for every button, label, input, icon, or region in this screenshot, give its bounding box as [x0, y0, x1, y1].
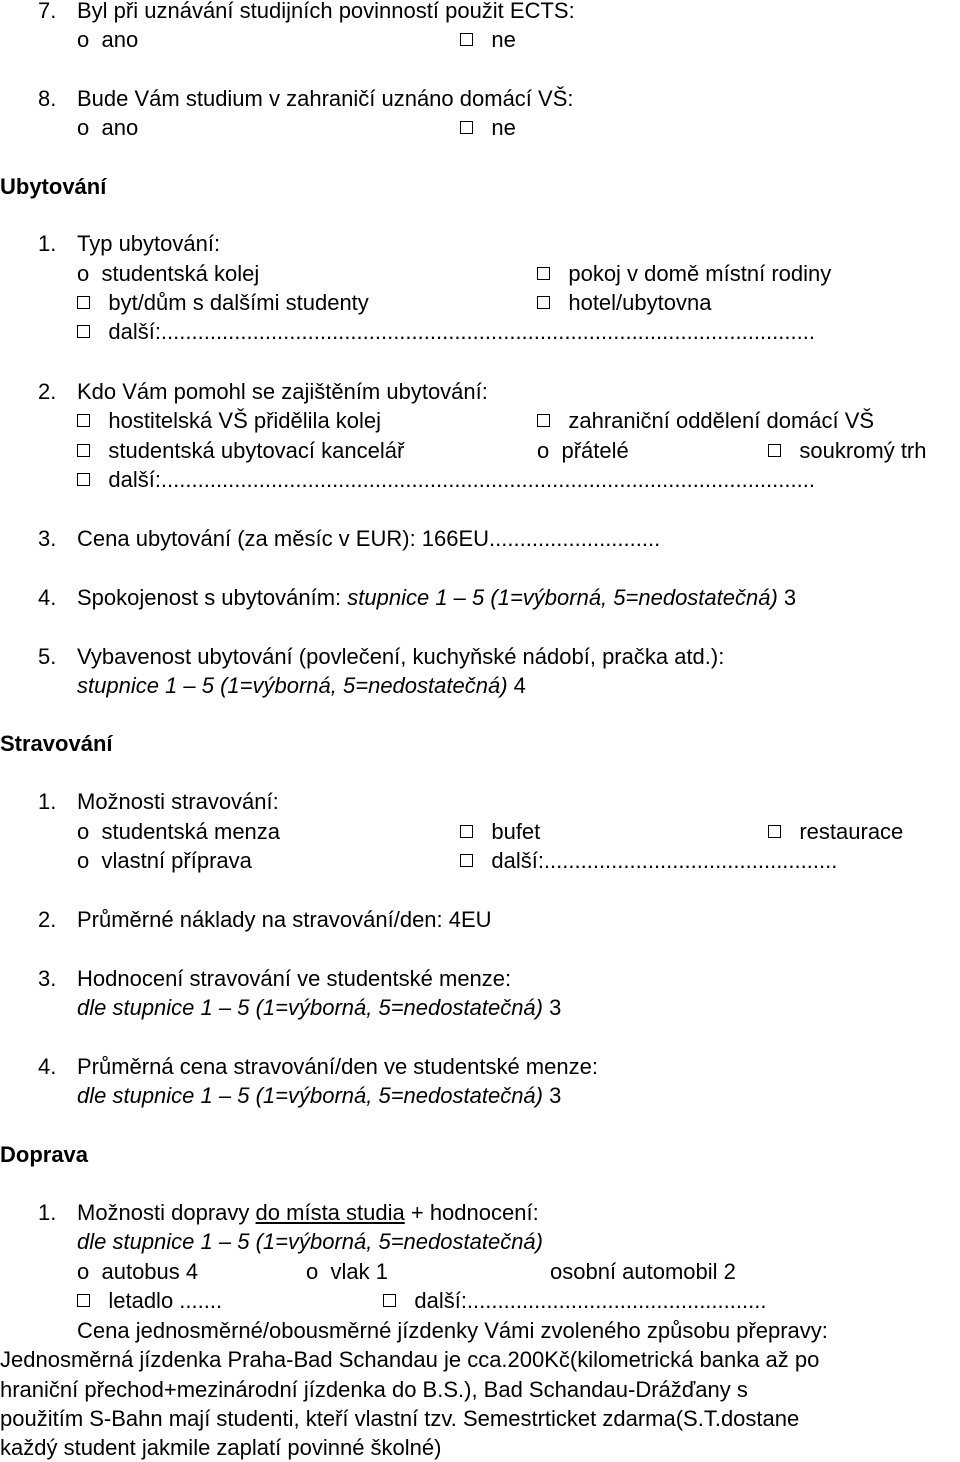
strav-q3-answer: 3: [549, 995, 562, 1020]
ubyt-q5-number: 5.: [38, 644, 57, 669]
q7-option-ne[interactable]: ne: [460, 27, 516, 53]
doprava-q1-option-vlak[interactable]: o vlak 1: [306, 1259, 388, 1284]
checkbox-icon: [460, 825, 473, 838]
strav-q3-text: Hodnocení stravování ve studentské menze:: [77, 966, 512, 991]
ubyt-q2-option-hostitelska[interactable]: hostitelská VŠ přidělila kolej: [77, 408, 381, 434]
strav-q1-option-bufet[interactable]: bufet: [460, 819, 540, 845]
strav-q4-number: 4.: [38, 1054, 57, 1079]
section-heading-doprava: Doprava: [0, 1142, 89, 1167]
doprava-q1-scale: dle stupnice 1 – 5 (1=výborná, 5=nedostatečná): [77, 1229, 543, 1254]
doprava-answer-line: Jednosměrná jízdenka Praha-Bad Schandau je cca.200Kč(kilometrická banka až po: [0, 1347, 820, 1372]
ubyt-q2-number: 2.: [38, 379, 57, 404]
ubyt-q2-option-dalsi[interactable]: další:...........................................................................................................: [77, 467, 957, 493]
section-heading-ubytovani: Ubytování: [0, 174, 107, 199]
strav-q2-text: Průměrné náklady na stravování/den: 4EU: [77, 907, 492, 932]
q8-option-ano[interactable]: o ano: [77, 115, 139, 140]
q7-option-ano[interactable]: o ano: [77, 27, 139, 52]
checkbox-icon: [537, 414, 550, 427]
strav-q3-number: 3.: [38, 966, 57, 991]
strav-q4-scale: dle stupnice 1 – 5 (1=výborná, 5=nedostatečná): [77, 1083, 543, 1108]
strav-q4-answer: 3: [549, 1083, 562, 1108]
ubyt-q1-number: 1.: [38, 231, 57, 256]
strav-q2-number: 2.: [38, 907, 57, 932]
checkbox-icon: [460, 121, 473, 134]
strav-q3-line: [77, 995, 561, 1021]
doprava-q1-cena-label: Cena jednosměrné/obousměrné jízdenky Vámi zvoleného způsobu přepravy:: [77, 1318, 828, 1343]
ubyt-q1-question: Typ ubytování:: [77, 231, 221, 256]
ubyt-q4-number: 4.: [38, 585, 57, 610]
radio-circle-icon: o: [77, 1259, 90, 1284]
ubyt-q2-option-soukromy[interactable]: soukromý trh: [768, 438, 927, 464]
checkbox-icon: [77, 473, 90, 486]
doprava-q1-option-autobus[interactable]: o autobus 4: [77, 1259, 199, 1284]
checkbox-icon: [77, 296, 90, 309]
checkbox-icon: [460, 854, 473, 867]
doprava-answer-line: použitím S-Bahn mají studenti, kteří vlastní tzv. Semestrticket zdarma(S.T.dostane: [0, 1406, 800, 1431]
strav-q1-option-dalsi[interactable]: další:................................................: [460, 848, 957, 874]
strav-q1-number: 1.: [38, 789, 57, 814]
radio-circle-icon: o: [77, 115, 90, 140]
doprava-q1-option-dalsi[interactable]: další:.................................................: [383, 1288, 957, 1314]
ubyt-q1-option-hotel[interactable]: hotel/ubytovna: [537, 290, 711, 316]
ubyt-q2-option-kancelar[interactable]: studentská ubytovací kancelář: [77, 438, 404, 464]
ubyt-q5-scale: stupnice 1 – 5 (1=výborná, 5=nedostatečná): [77, 673, 508, 698]
ubyt-q1-option-byt[interactable]: byt/dům s dalšími studenty: [77, 290, 369, 316]
checkbox-icon: [460, 33, 473, 46]
ubyt-q1-option-pokoj[interactable]: pokoj v domě místní rodiny: [537, 261, 831, 287]
checkbox-icon: [768, 444, 781, 457]
q8-option-ne[interactable]: ne: [460, 115, 516, 141]
q8-number: 8.: [38, 86, 57, 111]
ubyt-q5-text: Vybavenost ubytování (povlečení, kuchyňské nádobí, pračka atd.):: [77, 644, 725, 669]
ubyt-q4-answer: 3: [783, 585, 797, 610]
radio-circle-icon: o: [77, 819, 90, 844]
checkbox-icon: [537, 296, 550, 309]
q7-number: 7.: [38, 0, 57, 23]
radio-circle-icon: o: [306, 1259, 319, 1284]
strav-q3-scale: dle stupnice 1 – 5 (1=výborná, 5=nedostatečná): [77, 995, 543, 1020]
ubyt-q2-option-zahranicni[interactable]: zahraniční oddělení domácí VŠ: [537, 408, 874, 434]
doprava-q1-number: 1.: [38, 1200, 57, 1225]
checkbox-icon: [537, 267, 550, 280]
radio-circle-icon: o: [537, 438, 550, 463]
strav-q1-option-vlastni[interactable]: o vlastní příprava: [77, 848, 252, 873]
ubyt-q4-scale: stupnice 1 – 5 (1=výborná, 5=nedostatečná): [347, 585, 778, 610]
strav-q1-question: Možnosti stravování:: [77, 789, 279, 814]
doprava-q1-option-letadlo[interactable]: letadlo .......: [77, 1288, 222, 1314]
doprava-answer-line: každý student jakmile zaplatí povinné školné): [0, 1435, 442, 1460]
strav-q4-line: [77, 1083, 561, 1109]
strav-q1-option-restaurace[interactable]: restaurace: [768, 819, 903, 845]
checkbox-icon: [77, 414, 90, 427]
radio-circle-icon: o: [77, 848, 90, 873]
ubyt-q4-text: Spokojenost s ubytováním:: [77, 585, 342, 610]
ubyt-q3-number: 3.: [38, 526, 57, 551]
doprava-answer-line: hraniční přechod+mezinárodní jízdenka do B.S.), Bad Schandau-Drážďany s: [0, 1377, 748, 1402]
ubyt-q1-option-kolej[interactable]: o studentská kolej: [77, 261, 260, 286]
ubyt-q5-answer: 4: [513, 673, 526, 698]
ubyt-q2-option-pratele[interactable]: o přátelé: [537, 438, 629, 463]
q8-question: Bude Vám studium v zahraničí uznáno domácí VŠ:: [77, 86, 574, 111]
ubyt-q2-question: Kdo Vám pomohl se zajištěním ubytování:: [77, 379, 488, 404]
radio-circle-icon: o: [77, 261, 90, 286]
ubyt-q5-line: [77, 673, 526, 699]
q7-question: Byl při uznávání studijních povinností použit ECTS:: [77, 0, 575, 23]
strav-q1-option-menza[interactable]: o studentská menza: [77, 819, 281, 844]
section-heading-stravovani: Stravování: [0, 731, 113, 756]
checkbox-icon: [383, 1294, 396, 1307]
checkbox-icon: [77, 444, 90, 457]
ubyt-q3-text: Cena ubytování (za měsíc v EUR): 166EU............................: [77, 526, 661, 551]
radio-circle-icon: o: [77, 27, 90, 52]
ubyt-q4-line: [77, 585, 796, 611]
ubyt-q1-option-dalsi[interactable]: další:...........................................................................................................: [77, 319, 957, 345]
checkbox-icon: [768, 825, 781, 838]
doprava-q1-question: Možnosti dopravy do místa studia + hodnocení:: [77, 1200, 539, 1225]
strav-q4-text: Průměrná cena stravování/den ve studentské menze:: [77, 1054, 598, 1079]
doprava-q1-option-auto[interactable]: osobní automobil 2: [550, 1259, 736, 1284]
checkbox-icon: [77, 325, 90, 338]
checkbox-icon: [77, 1294, 90, 1307]
doprava-q1-underlined: do místa studia: [255, 1200, 405, 1225]
